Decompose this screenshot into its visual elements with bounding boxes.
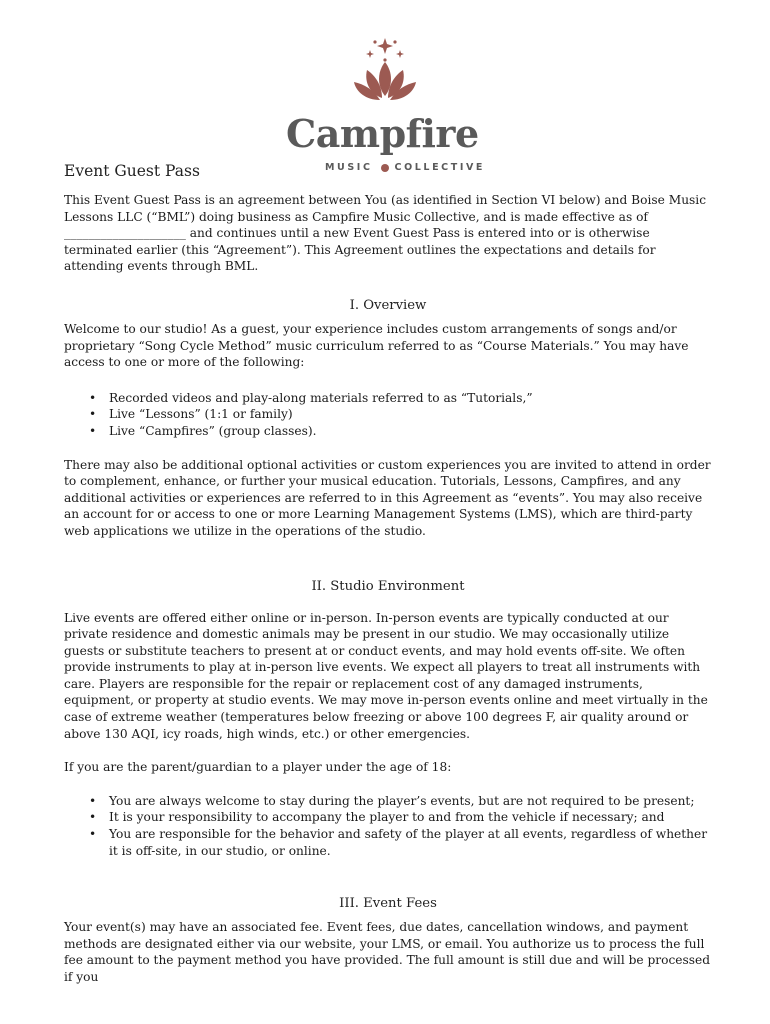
- list-item: • Recorded videos and play-along materials referred to as “Tutorials,”: [109, 390, 712, 407]
- list-item: • Live “Lessons” (1:1 or family): [109, 406, 712, 423]
- page-title: Event Guest Pass: [64, 162, 200, 180]
- logo-wordmark: Campfire: [286, 111, 479, 156]
- environment-list: [64, 793, 712, 859]
- section-heading-fees: III. Event Fees: [339, 896, 437, 912]
- section-heading-overview: I. Overview: [349, 297, 427, 313]
- fees-paragraph-1: Your event(s) may have an associated fee. Event fees, due dates, cancellation windows, and payment methods are designated either via our website, your LMS, or email. You authorize us to process the full fee amount to the payment method you have provided. The full amount is still due and will be processed if you: [64, 920, 711, 984]
- list-item: • You are responsible for the behavior and safety of the player at all events, regardless of whether it is off-site, in our studio, or online.: [109, 826, 712, 859]
- environment-paragraph-2: If you are the parent/guardian to a player under the age of 18:: [64, 760, 452, 775]
- document-body: [64, 160, 712, 986]
- list-item: • You are always welcome to stay during the player’s events, but are not required to be present;: [109, 793, 712, 810]
- campfire-lotus-icon: [342, 36, 428, 112]
- list-item: • It is your responsibility to accompany the player to and from the vehicle if necessary; and: [109, 809, 712, 826]
- environment-paragraph-1: Live events are offered either online or in-person. In-person events are typically conducted at our private residence and domestic animals may be present in our studio. We may occasionally utilize guests or substitute teachers to present at or conduct events, and may hold events off-site. We often provide instruments to play at in-person live events. We expect all players to treat all instruments with care. Players are responsible for the repair or replacement cost of any damaged instruments, equipment, or property at studio events. We may move in-person events online and meet virtually in the case of extreme weather (temperatures below freezing or above 100 degrees F, air quality around or above 130 AQI, icy roads, high winds, etc.) or other emergencies.: [64, 610, 708, 741]
- overview-list: [64, 390, 712, 440]
- intro-paragraph: This Event Guest Pass is an agreement between You (as identified in Section VI below) and Boise Music Lessons LLC (“BML”) doing business as Campfire Music Collective, and is made effective as of ____________________ and continues until a new Event Guest Pass is entered into or is otherwise terminated earlier (this “Agreement”). This Agreement outlines the expectations and details for attending events through BML.: [64, 193, 707, 274]
- logo-subtitle-right: COLLECTIVE: [394, 162, 486, 173]
- list-item: • Live “Campfires” (group classes).: [109, 423, 712, 440]
- section-heading-environment: II. Studio Environment: [311, 578, 465, 594]
- overview-paragraph-2: There may also be additional optional activities or custom experiences you are invited to attend in order to complement, enhance, or further your musical education. Tutorials, Lessons, Campfires, and any additional activities or experiences are referred to in this Agreement as “events”. You may also receive an account for or access to one or more Learning Management Systems (LMS), which are third-party web applications we utilize in the operations of the studio.: [64, 457, 711, 538]
- campfire-logo: [280, 36, 490, 173]
- overview-paragraph-1: Welcome to our studio! As a guest, your experience includes custom arrangements of songs and/or proprietary “Song Cycle Method” music curriculum referred to as “Course Materials.” You may have access to one or more of the following:: [64, 321, 689, 370]
- logo-subtitle-left: MUSIC: [325, 162, 373, 173]
